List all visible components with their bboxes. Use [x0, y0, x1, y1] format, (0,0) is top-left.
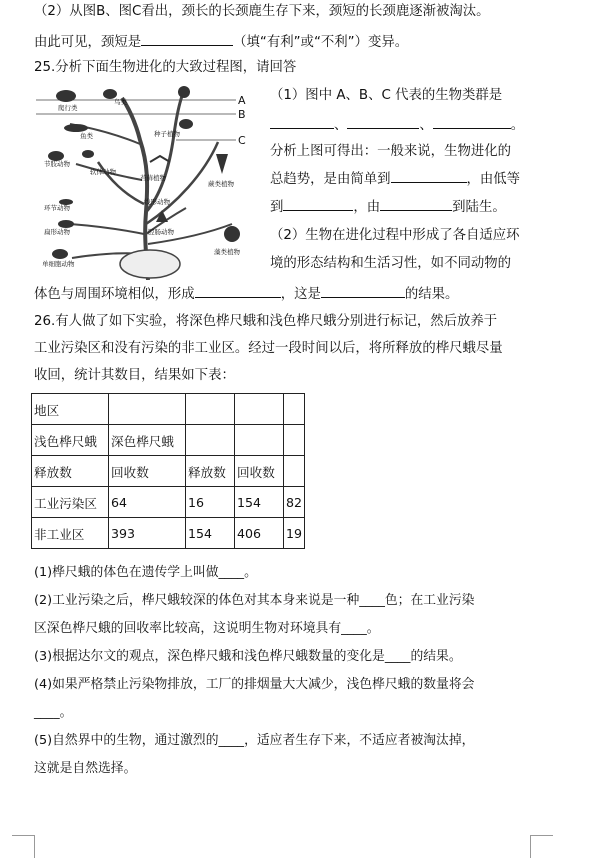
text: 到陆生。 [452, 200, 506, 215]
q26-intro-line3: 收回，统计其数目，结果如下表： [34, 368, 235, 383]
answer-blank[interactable] [141, 31, 233, 46]
q25-p1-line5 [270, 196, 506, 218]
label-arthropod: 节肢动物 [44, 160, 70, 168]
table-cell: 地区 [32, 394, 109, 425]
table-row [32, 394, 305, 425]
table-cell [235, 394, 284, 425]
q25-p2-line3 [34, 283, 458, 305]
label-flatworm: 扁形动物 [44, 228, 70, 236]
evolution-tree-figure [36, 84, 268, 280]
q25-p1-line3: 分析上图可得出：一般来说，生物进化的 [270, 144, 512, 159]
text: 到 [270, 200, 284, 215]
label-A: A [238, 94, 246, 107]
table-cell: 释放数 [186, 456, 235, 487]
label-fern: 蕨类植物 [208, 180, 234, 188]
q26-sub1: (1)桦尺蛾的体色在遗传学上叫做____。 [34, 565, 257, 580]
label-mollusk: 软体动物 [90, 168, 116, 176]
table-cell: 释放数 [32, 456, 109, 487]
table-row [32, 518, 305, 549]
text: 体色与周围环境相似，形成 [34, 287, 195, 302]
moth-data-table [31, 393, 305, 549]
q24-line2-pre: 由此可见，颈短是 [34, 35, 142, 50]
q25-p2-line2: 境的形态结构和生活习性，如不同动物的 [270, 256, 512, 271]
q26-intro-line2: 工业污染区和没有污染的非工业区。经过一段时间以后，将所释放的桦尺蛾尽量 [34, 341, 503, 356]
label-moss: 苔藓植物 [140, 174, 166, 182]
text: 的结果。 [404, 287, 459, 302]
q25-p1-line1: （1）图中 A、B、C 代表的生物类群是 [270, 88, 503, 103]
q24-part2-line2 [34, 31, 408, 53]
q25-p1-line4 [270, 168, 520, 190]
table-cell: 406 [235, 518, 284, 549]
q25-p1-line2 [270, 114, 524, 136]
answer-blank[interactable] [321, 283, 405, 298]
q26-sub5-line1: (5)自然界中的生物，通过激烈的____，适应者生存下来，不适应者被淘汰掉， [34, 733, 475, 748]
label-bird: 鸟类 [114, 98, 127, 106]
q24-line2-post: （填“有利”或“不利”）变异。 [233, 35, 409, 50]
q26-sub3: (3)根据达尔文的观点，深色桦尺蛾和浅色桦尺蛾数量的变化是____的结果。 [34, 649, 462, 664]
table-cell [109, 394, 186, 425]
table-cell: 64 [109, 487, 186, 518]
q25-title: 25.分析下面生物进化的大致过程图，请回答 [34, 60, 297, 75]
table-cell: 浅色桦尺蛾 [32, 425, 109, 456]
table-cell: 154 [186, 518, 235, 549]
answer-blank-C[interactable] [433, 114, 511, 129]
q26-sub2-line1: (2)工业污染之后，桦尺蛾较深的体色对其本身来说是一种____色；在工业污染 [34, 593, 475, 608]
page-corner-mark-right [530, 835, 553, 858]
table-cell: 深色桦尺蛾 [109, 425, 186, 456]
label-protozoa: 单细胞动物 [42, 260, 75, 268]
separator: 、 [419, 118, 433, 133]
table-cell: 回收数 [109, 456, 186, 487]
label-reptile: 爬行类 [58, 104, 78, 112]
q26-sub4-line2: ____。 [34, 705, 73, 720]
text: ，这是 [280, 287, 321, 302]
separator: 、 [334, 118, 348, 133]
answer-blank[interactable] [391, 168, 467, 183]
q24-part2-line1: （2）从图B、图C看出，颈长的长颈鹿生存下来，颈短的长颈鹿逐渐被淘汰。 [34, 4, 490, 19]
answer-blank-B[interactable] [347, 114, 419, 129]
q26-sub2-line2: 区深色桦尺蛾的回收率比较高，这说明生物对环境具有____。 [34, 621, 380, 636]
answer-blank[interactable] [195, 283, 281, 298]
label-B: B [238, 108, 246, 121]
label-nematode: 线形动物 [144, 198, 170, 206]
page-corner-mark-left [12, 835, 35, 858]
q26-sub4-line1: (4)如果严格禁止污染物排放，工厂的排烟量大大减少，浅色桦尺蛾的数量将会 [34, 677, 475, 692]
label-annelid: 环节动物 [44, 204, 70, 212]
q26-sub5-line2: 这就是自然选择。 [34, 761, 137, 776]
table-cell [235, 425, 284, 456]
label-algae: 藻类植物 [214, 248, 240, 256]
text: ，由低等 [466, 172, 521, 187]
table-cell [284, 456, 305, 487]
answer-blank[interactable] [283, 196, 353, 211]
answer-blank[interactable] [380, 196, 452, 211]
table-cell [186, 394, 235, 425]
table-cell [284, 425, 305, 456]
table-cell: 16 [186, 487, 235, 518]
table-cell [186, 425, 235, 456]
label-coelenterate: 腔肠动物 [148, 228, 174, 236]
table-cell: 工业污染区 [32, 487, 109, 518]
q25-p2-line1: （2）生物在进化过程中形成了各自适应环 [270, 228, 520, 243]
table-cell: 回收数 [235, 456, 284, 487]
table-cell: 非工业区 [32, 518, 109, 549]
text: ，由 [353, 200, 381, 215]
table-cell: 19 [284, 518, 305, 549]
text: 总趋势，是由简单到 [270, 172, 391, 187]
q26-intro-line1: 26.有人做了如下实验，将深色桦尺蛾和浅色桦尺蛾分别进行标记，然后放养于 [34, 314, 498, 329]
table-cell [284, 394, 305, 425]
table-cell: 154 [235, 487, 284, 518]
table-cell: 82 [284, 487, 305, 518]
table-row [32, 487, 305, 518]
answer-blank-A[interactable] [270, 114, 334, 129]
label-fish: 鱼类 [80, 132, 93, 140]
label-seed-plant: 种子植物 [154, 130, 180, 138]
label-C: C [238, 134, 246, 147]
table-cell: 393 [109, 518, 186, 549]
period: 。 [510, 118, 525, 133]
table-row [32, 425, 305, 456]
table-row [32, 456, 305, 487]
